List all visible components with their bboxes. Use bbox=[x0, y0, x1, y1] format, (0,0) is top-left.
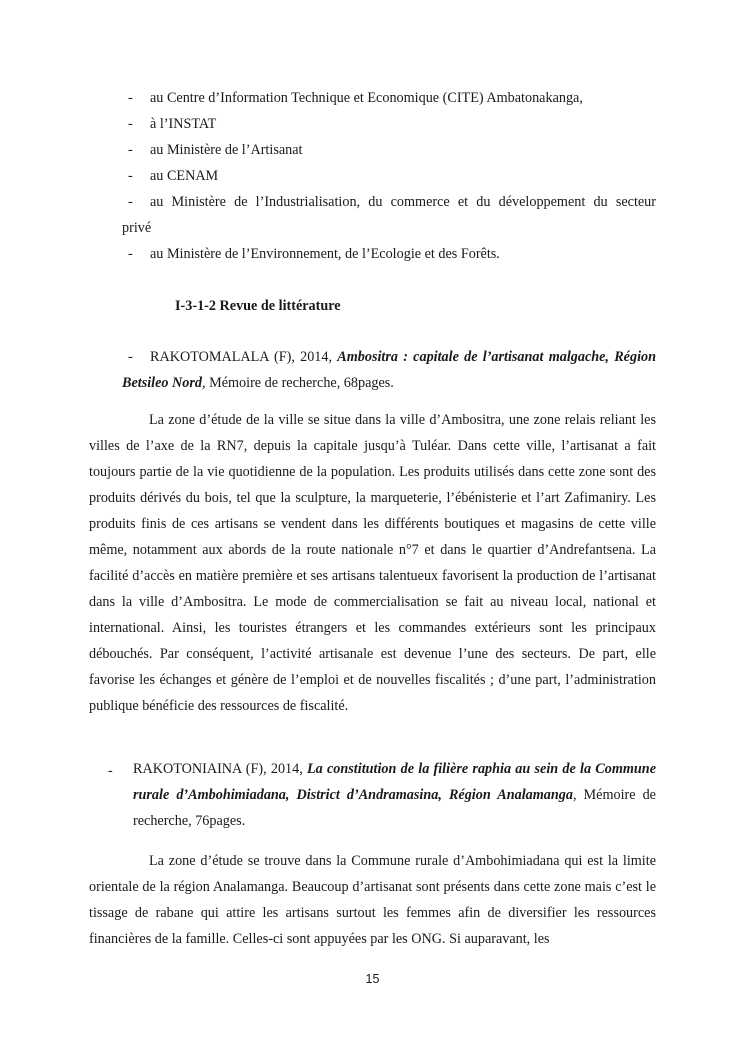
list-item bbox=[128, 140, 302, 160]
list-item bbox=[128, 166, 218, 186]
reference-author: RAKOTONIAINA (F), 2014, bbox=[133, 761, 308, 777]
list-item-text: au Ministère de l’Artisanat bbox=[150, 142, 303, 158]
list-item-text: au Ministère de l’Industrialisation, du commerce et du développement du secteur bbox=[150, 194, 656, 210]
reference-details: , Mémoire de recherche, 76pages. bbox=[133, 787, 656, 829]
list-item bbox=[128, 88, 583, 108]
reference-entry bbox=[122, 344, 656, 396]
bullet-dash: - bbox=[128, 142, 133, 158]
list-item-text: à l’INSTAT bbox=[150, 116, 217, 132]
reference-details: , Mémoire de recherche, 68pages. bbox=[202, 375, 394, 391]
list-item-continuation: privé bbox=[122, 220, 152, 236]
list-item-text: au CENAM bbox=[150, 168, 219, 184]
section-heading: I-3-1-2 Revue de littérature bbox=[175, 298, 341, 314]
reference-author: RAKOTOMALALA (F), 2014, bbox=[150, 349, 338, 365]
list-item bbox=[128, 114, 216, 134]
list-item-text: au Ministère de l’Environnement, de l’Ecologie et des Forêts. bbox=[150, 246, 500, 262]
bullet-dash: - bbox=[108, 763, 113, 779]
paragraph: La zone d’étude de la ville se situe dans la ville d’Ambositra, une zone relais reliant les villes de l’axe de la RN7, depuis la capitale jusqu’à Tuléar. Dans cette ville, l’artisanat a fait toujours partie de la vie quotidienne de la population. Les produits utilisés dans cette zone sont des produits dérivés du bois, tel que la sculpture, la marqueterie, l’ébénisterie et l’art Zafimaniry. Les produits finis de ces artisans se vendent dans les différents boutiques et magasins de cette ville même, notamment aux abords de la route nationale n°7 et dans le quartier d’Andrefantsena. La facilité d’accès en matière première et ses artisans talentueux favorisent la production de l’artisanat dans la ville d’Ambositra. Le mode de commercialisation se fait au niveau local, national et international. Ainsi, les touristes étrangers et les commandes extérieurs sont les principaux débouchés. Par conséquent, l’activité artisanale est devenue l’une des secteurs. De part, elle favorise les échanges et génère de l’emploi et de nouvelles fiscalités ; d’une part, l’administration publique bénéficie des ressources de fiscalité. bbox=[89, 412, 656, 714]
reference-title: La constitution de la filière raphia au sein de la Commune rurale d’Ambohimiadana, District d’Andramasina, Région Analamanga bbox=[133, 761, 656, 803]
bullet-dash: - bbox=[128, 349, 133, 365]
list-item bbox=[128, 244, 500, 264]
bullet-dash: - bbox=[128, 116, 133, 132]
list-item bbox=[128, 192, 656, 212]
page-number: 15 bbox=[365, 972, 380, 986]
paragraph: La zone d’étude se trouve dans la Commune rurale d’Ambohimiadana qui est la limite orientale de la région Analamanga. Beaucoup d’artisanat sont présents dans cette zone mais c’est le tissage de rabane qui attire les artisans surtout les femmes afin de diversifier les ressources financières de la famille. Celles-ci sont appuyées par les ONG. Si auparavant, les bbox=[89, 853, 656, 947]
reference-entry bbox=[133, 756, 656, 834]
bullet-dash: - bbox=[128, 168, 133, 184]
bullet-dash: - bbox=[128, 246, 133, 262]
list-item-text: au Centre d’Information Technique et Economique (CITE) Ambatonakanga, bbox=[150, 90, 583, 106]
bullet-dash: - bbox=[128, 194, 133, 210]
bullet-dash: - bbox=[128, 90, 133, 106]
reference-title: Ambositra : capitale de l’artisanat malgache, Région Betsileo Nord bbox=[122, 349, 656, 391]
